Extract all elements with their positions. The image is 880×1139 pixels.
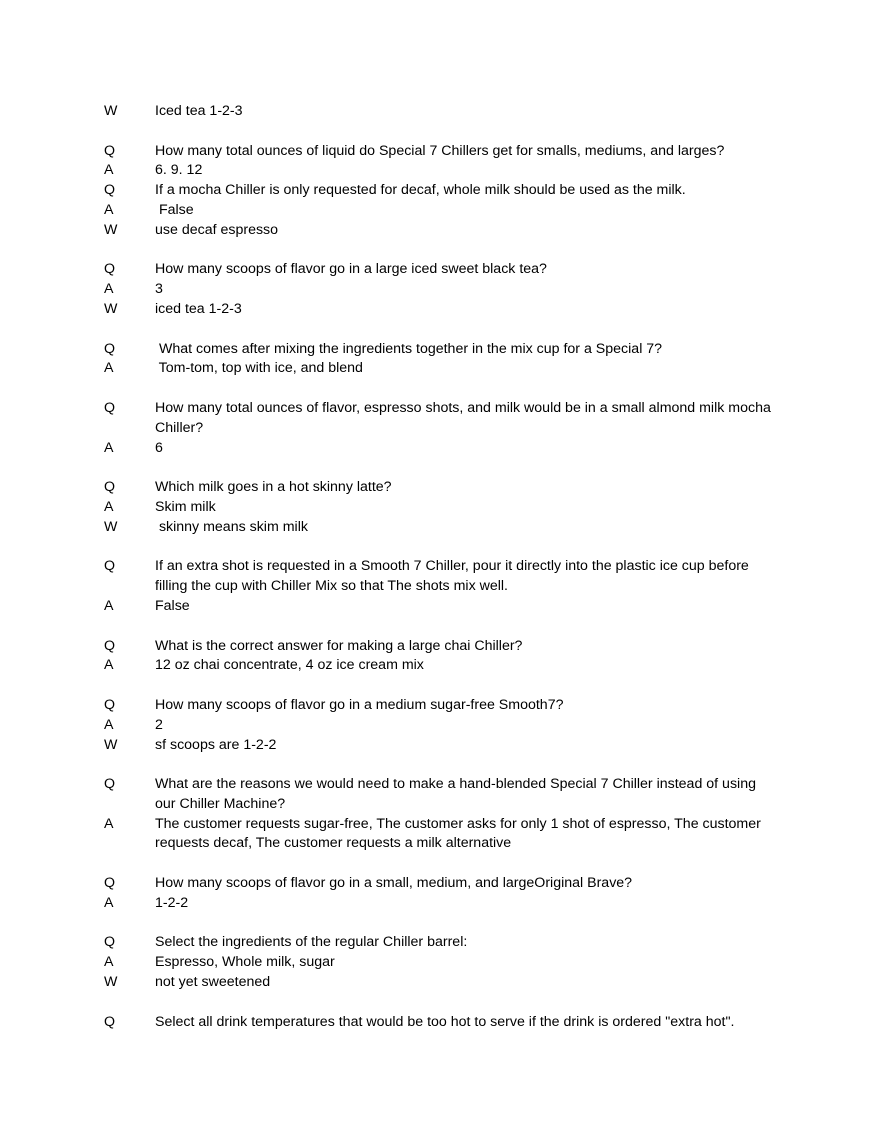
- qa-line: [104, 815, 780, 855]
- qa-block: [104, 874, 780, 914]
- line-text: False: [155, 597, 190, 614]
- line-tag: Q: [104, 340, 116, 357]
- qa-line: [104, 280, 780, 300]
- qa-block: [104, 102, 780, 122]
- qa-line: [104, 478, 780, 498]
- line-text: Select the ingredients of the regular Chiller barrel:: [155, 934, 468, 951]
- qa-line: [104, 736, 780, 756]
- line-tag: W: [104, 221, 118, 238]
- line-tag: Q: [104, 399, 116, 416]
- line-tag: A: [104, 597, 114, 614]
- qa-block: [104, 340, 780, 380]
- line-text: Skim milk: [155, 498, 216, 515]
- line-text: Which milk goes in a hot skinny latte?: [155, 479, 392, 496]
- line-text: 6. 9. 12: [155, 162, 203, 179]
- qa-line: [104, 656, 780, 676]
- qa-line: [104, 637, 780, 657]
- line-text: 3: [155, 281, 163, 298]
- qa-line: [104, 894, 780, 914]
- line-tag: W: [104, 736, 118, 753]
- qa-block: [104, 933, 780, 992]
- line-text: What comes after mixing the ingredients together in the mix cup for a Special 7?: [155, 340, 663, 357]
- line-text: 12 oz chai concentrate, 4 oz ice cream mix: [155, 657, 424, 674]
- line-text: How many scoops of flavor go in a medium sugar-free Smooth7?: [155, 696, 564, 713]
- line-tag: Q: [104, 479, 116, 496]
- line-text: If a mocha Chiller is only requested for decaf, whole milk should be used as the milk.: [155, 182, 686, 199]
- line-text: Tom-tom, top with ice, and blend: [155, 360, 363, 377]
- line-tag: W: [104, 300, 118, 317]
- line-tag: A: [104, 281, 114, 298]
- qa-line: [104, 439, 780, 459]
- line-tag: Q: [104, 1013, 116, 1030]
- line-text: How many total ounces of liquid do Special 7 Chillers get for smalls, mediums, and larges?: [155, 142, 725, 159]
- line-text: not yet sweetened: [155, 974, 271, 991]
- line-tag: Q: [104, 261, 116, 278]
- line-tag: A: [104, 498, 114, 515]
- qa-line: [104, 874, 780, 894]
- line-tag: A: [104, 360, 114, 377]
- line-tag: A: [104, 439, 114, 456]
- line-text: iced tea 1-2-3: [155, 300, 242, 317]
- qa-line: [104, 201, 780, 221]
- line-tag: A: [104, 894, 114, 911]
- qa-line: [104, 933, 780, 953]
- line-tag: A: [104, 657, 114, 674]
- line-tag: Q: [104, 182, 116, 199]
- qa-line: [104, 953, 780, 973]
- line-tag: Q: [104, 776, 116, 793]
- line-tag: A: [104, 815, 114, 832]
- line-text: sf scoops are 1-2-2: [155, 736, 277, 753]
- line-tag: W: [104, 518, 118, 535]
- qa-block: [104, 260, 780, 319]
- qa-line: [104, 260, 780, 280]
- line-tag: A: [104, 162, 114, 179]
- line-text: 1-2-2: [155, 894, 189, 911]
- qa-block: [104, 142, 780, 241]
- line-tag: Q: [104, 558, 116, 575]
- line-tag: A: [104, 716, 114, 733]
- qa-line: [104, 359, 780, 379]
- line-text: The customer requests sugar-free, The customer asks for only 1 shot of espresso, The customer requests decaf, The customer requests a milk alternative: [155, 815, 765, 852]
- line-tag: W: [104, 974, 118, 991]
- qa-block: [104, 637, 780, 677]
- line-text: Select all drink temperatures that would be too hot to serve if the drink is ordered "extra hot".: [155, 1013, 735, 1030]
- line-tag: A: [104, 954, 114, 971]
- line-text: Espresso, Whole milk, sugar: [155, 954, 335, 971]
- qa-block: [104, 399, 780, 458]
- line-text: 6: [155, 439, 163, 456]
- qa-line: [104, 142, 780, 162]
- qa-line: [104, 161, 780, 181]
- line-text: 2: [155, 716, 163, 733]
- line-tag: Q: [104, 637, 116, 654]
- qa-block: [104, 775, 780, 854]
- qa-line: [104, 597, 780, 617]
- line-tag: Q: [104, 875, 116, 892]
- qa-line: [104, 399, 780, 439]
- qa-block: [104, 478, 780, 537]
- line-tag: W: [104, 103, 118, 119]
- line-text: What are the reasons we would need to make a hand-blended Special 7 Chiller instead of using our Chiller Machine?: [155, 776, 760, 812]
- line-tag: Q: [104, 934, 116, 951]
- qa-line: [104, 775, 780, 815]
- qa-line: [104, 973, 780, 993]
- qa-line: [104, 340, 780, 360]
- line-text: Iced tea 1-2-3: [155, 103, 243, 119]
- qa-line: [104, 557, 780, 597]
- line-text: What is the correct answer for making a large chai Chiller?: [155, 637, 523, 654]
- qa-block: [104, 1013, 780, 1033]
- qa-line: [104, 102, 780, 122]
- qa-line: [104, 221, 780, 241]
- qa-block: [104, 696, 780, 755]
- qa-line: [104, 498, 780, 518]
- qa-line: [104, 716, 780, 736]
- line-text: use decaf espresso: [155, 221, 279, 238]
- line-tag: Q: [104, 696, 116, 713]
- line-text: How many total ounces of flavor, espresso shots, and milk would be in a small almond milk mocha Chiller?: [155, 399, 775, 436]
- qa-line: [104, 518, 780, 538]
- qa-line: [104, 1013, 780, 1033]
- line-text: skinny means skim milk: [155, 518, 308, 535]
- line-text: False: [155, 201, 194, 218]
- line-text: How many scoops of flavor go in a large iced sweet black tea?: [155, 261, 547, 278]
- line-text: If an extra shot is requested in a Smooth 7 Chiller, pour it directly into the plastic ice cup before filling the cup with Chiller Mix so that The shots mix well.: [155, 558, 753, 595]
- qa-line: [104, 181, 780, 201]
- line-tag: A: [104, 201, 114, 218]
- line-tag: Q: [104, 142, 116, 159]
- qa-line: [104, 696, 780, 716]
- line-text: How many scoops of flavor go in a small, medium, and largeOriginal Brave?: [155, 875, 633, 892]
- qa-line: [104, 300, 780, 320]
- qa-block: [104, 557, 780, 616]
